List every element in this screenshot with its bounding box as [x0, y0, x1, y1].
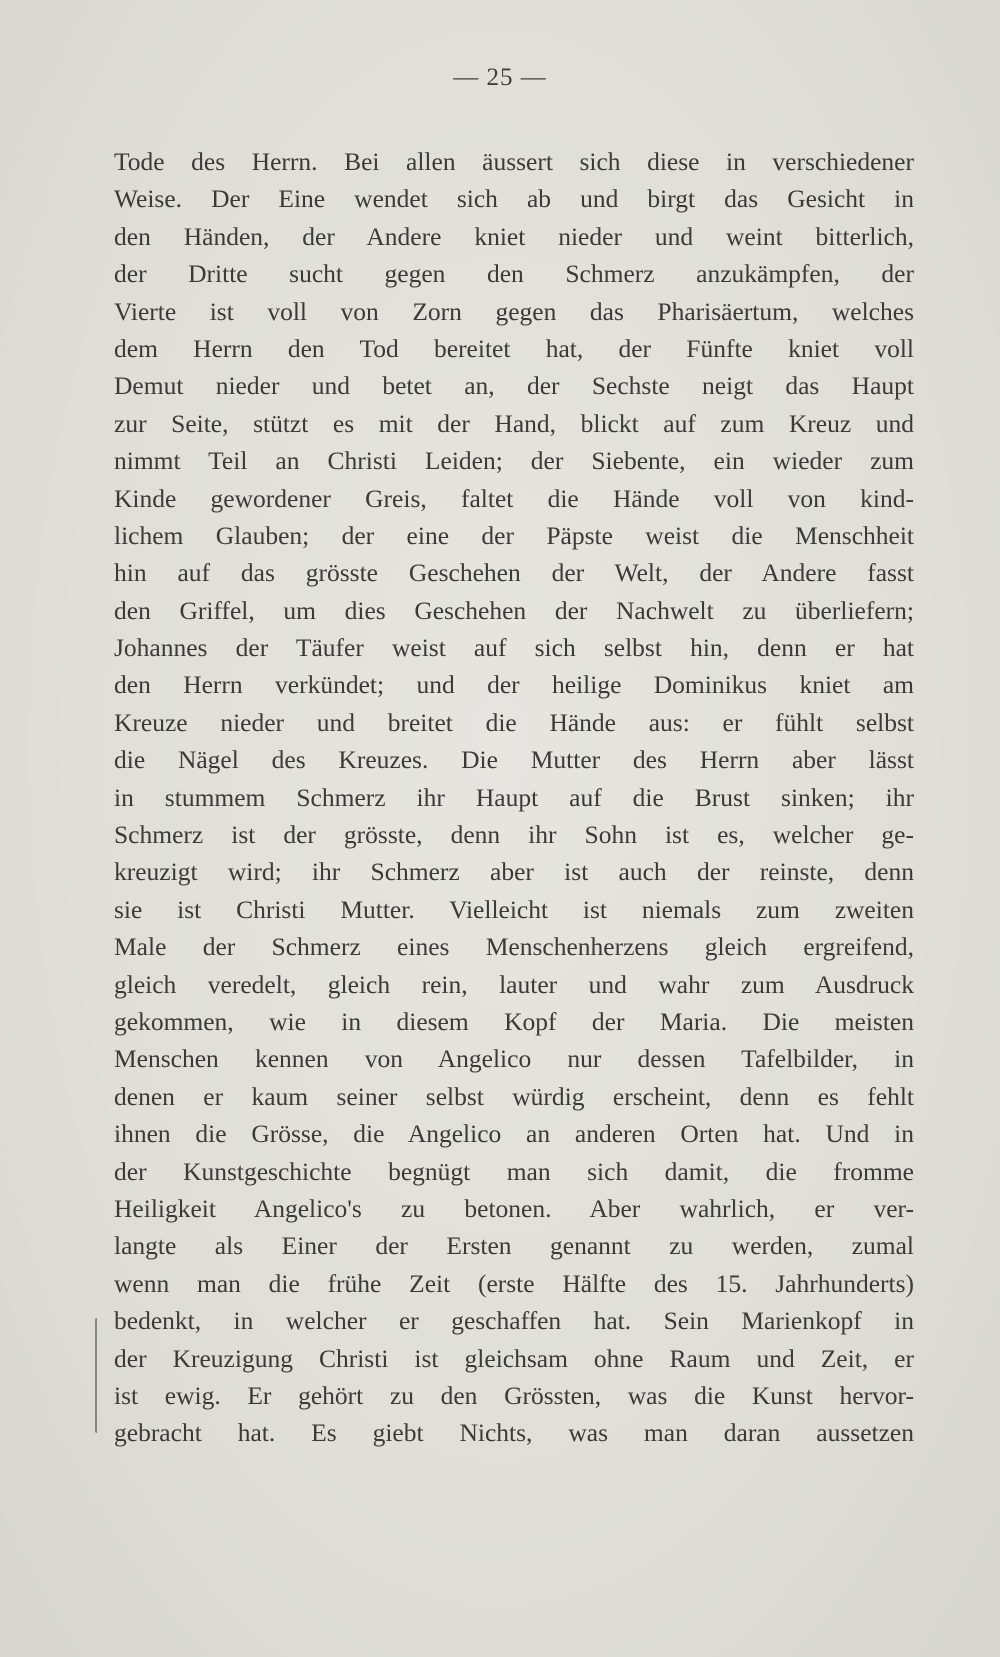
text-line: ist ewig. Er gehört zu den Grössten, was die Kunst hervor-: [114, 1380, 914, 1410]
text-line: Weise. Der Eine wendet sich ab und birgt das Gesicht in: [114, 184, 914, 214]
text-line: nimmt Teil an Christi Leiden; der Siebente, ein wieder zum: [114, 446, 914, 476]
text-line: Menschen kennen von Angelico nur dessen Tafelbilder, in: [114, 1044, 914, 1074]
text-line: Tode des Herrn. Bei allen äussert sich diese in verschiedener: [114, 147, 914, 176]
margin-pencil-mark: [95, 1318, 100, 1433]
text-line: gleich veredelt, gleich rein, lauter und wahr zum Ausdruck: [114, 969, 914, 999]
text-line: denen er kaum seiner selbst würdig erscheint, denn es fehlt: [114, 1081, 914, 1111]
text-line: wenn man die frühe Zeit (erste Hälfte des 15. Jahrhunderts): [114, 1268, 914, 1298]
body-text: [114, 143, 914, 1452]
page-number: — 25 —: [453, 64, 547, 91]
text-line: ihnen die Grösse, die Angelico an anderen Orten hat. Und in: [114, 1119, 914, 1149]
text-line: die Nägel des Kreuzes. Die Mutter des Herrn aber lässt: [114, 745, 914, 775]
text-line: den Griffel, um dies Geschehen der Nachwelt zu überliefern;: [114, 595, 914, 625]
text-line: in stummem Schmerz ihr Haupt auf die Brust sinken; ihr: [114, 782, 914, 812]
text-line: lichem Glauben; der eine der Päpste weist die Menschheit: [114, 520, 914, 550]
text-line: Demut nieder und betet an, der Sechste neigt das Haupt: [114, 371, 914, 401]
text-line: gekommen, wie in diesem Kopf der Maria. Die meisten: [114, 1006, 914, 1036]
text-line: der Kreuzigung Christi ist gleichsam ohne Raum und Zeit, er: [114, 1343, 914, 1373]
text-line: Vierte ist voll von Zorn gegen das Pharisäertum, welches: [114, 296, 914, 326]
text-line: zur Seite, stützt es mit der Hand, blickt auf zum Kreuz und: [114, 408, 914, 438]
text-line: dem Herrn den Tod bereitet hat, der Fünfte kniet voll: [114, 333, 914, 363]
text-line: bedenkt, in welcher er geschaffen hat. Sein Marienkopf in: [114, 1306, 914, 1336]
text-line: Kinde gewordener Greis, faltet die Hände voll von kind-: [114, 483, 914, 513]
text-line: langte als Einer der Ersten genannt zu werden, zumal: [114, 1231, 914, 1261]
text-line: Kreuze nieder und breitet die Hände aus: er fühlt selbst: [114, 707, 914, 737]
text-line: der Dritte sucht gegen den Schmerz anzukämpfen, der: [114, 259, 914, 289]
text-line: den Händen, der Andere kniet nieder und weint bitterlich,: [114, 221, 914, 251]
text-line: Heiligkeit Angelico's zu betonen. Aber wahrlich, er ver-: [114, 1193, 914, 1223]
text-line: sie ist Christi Mutter. Vielleicht ist niemals zum zweiten: [114, 894, 914, 924]
text-line: den Herrn verkündet; und der heilige Dominikus kniet am: [114, 670, 914, 700]
text-line: Schmerz ist der grösste, denn ihr Sohn ist es, welcher ge-: [114, 820, 914, 850]
text-line: Male der Schmerz eines Menschenherzens gleich ergreifend,: [114, 932, 914, 962]
text-line: kreuzigt wird; ihr Schmerz aber ist auch der reinste, denn: [114, 857, 914, 887]
text-line: der Kunstgeschichte begnügt man sich damit, die fromme: [114, 1156, 914, 1186]
text-line: gebracht hat. Es giebt Nichts, was man daran aussetzen: [114, 1418, 914, 1448]
text-line: Johannes der Täufer weist auf sich selbst hin, denn er hat: [114, 633, 914, 663]
text-line: hin auf das grösste Geschehen der Welt, der Andere fasst: [114, 558, 914, 588]
